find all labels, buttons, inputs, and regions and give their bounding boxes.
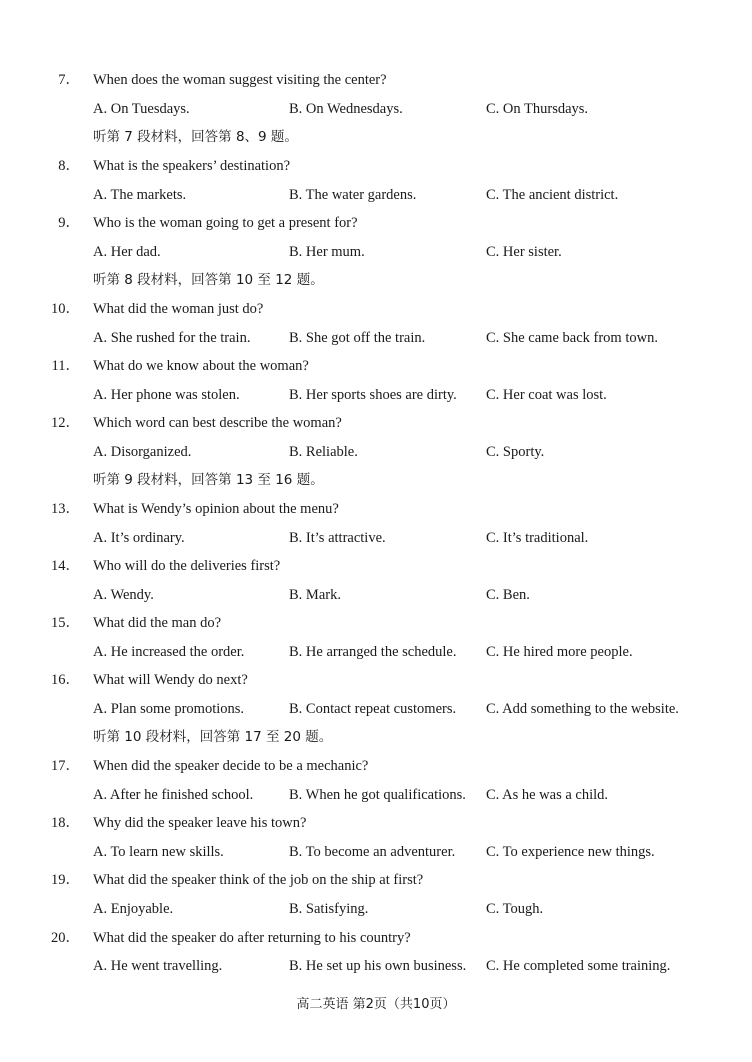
question-number: 8． (58, 158, 80, 174)
option-c: C. Sporty. (486, 444, 545, 460)
question-text: What did the woman just do? (93, 301, 264, 317)
option-c: C. It’s traditional. (486, 530, 589, 546)
option-a: A. Her dad. (93, 244, 161, 260)
option-c: C. Tough. (486, 901, 544, 917)
question-number: 11． (51, 358, 80, 374)
option-a: A. Her phone was stolen. (93, 387, 240, 403)
option-a: A. She rushed for the train. (93, 330, 251, 346)
section-instruction: 听第 8 段材料，回答第 10 至 12 题。 (93, 272, 324, 288)
option-c: C. To experience new things. (486, 844, 655, 860)
page-footer: 高二英语 第2页（共10页） (296, 997, 456, 1012)
option-c: C. Ben. (486, 587, 530, 603)
option-b: B. He arranged the schedule. (289, 644, 457, 660)
option-c: C. Her sister. (486, 244, 562, 260)
question-text: Who will do the deliveries first? (93, 558, 281, 574)
question-text: What did the speaker think of the job on the ship at first? (93, 872, 424, 888)
option-a: A. It’s ordinary. (93, 530, 185, 546)
option-b: B. Her sports shoes are dirty. (289, 387, 457, 403)
option-b: B. Contact repeat customers. (289, 701, 457, 717)
option-a: A. Plan some promotions. (93, 701, 245, 717)
option-b: B. Mark. (289, 587, 341, 603)
question-text: Why did the speaker leave his town? (93, 815, 307, 831)
question-number: 14． (51, 558, 80, 574)
question-number: 20． (51, 930, 80, 946)
option-b: B. Reliable. (289, 444, 358, 460)
option-c: C. She came back from town. (486, 330, 658, 346)
question-number: 18． (51, 815, 80, 831)
question-text: Which word can best describe the woman? (93, 415, 342, 431)
option-b: B. The water gardens. (289, 187, 417, 203)
question-number: 9． (58, 215, 80, 231)
question-number: 10． (51, 301, 80, 317)
option-a: A. Disorganized. (93, 444, 192, 460)
section-instruction: 听第 10 段材料，回答第 17 至 20 题。 (93, 729, 333, 745)
option-a: A. On Tuesdays. (93, 101, 190, 117)
question-number: 13． (51, 501, 80, 517)
question-text: When does the woman suggest visiting the center? (93, 72, 387, 88)
option-c: C. As he was a child. (486, 787, 609, 803)
section-instruction: 听第 9 段材料，回答第 13 至 16 题。 (93, 472, 324, 488)
option-a: A. He increased the order. (93, 644, 245, 660)
question-text: What did the speaker do after returning to his country? (93, 930, 411, 946)
option-c: C. Add something to the website. (486, 701, 679, 717)
option-b: B. On Wednesdays. (289, 101, 403, 117)
option-a: A. He went travelling. (93, 958, 223, 974)
question-text: What did the man do? (93, 615, 222, 631)
option-a: A. Wendy. (93, 587, 154, 603)
option-a: A. The markets. (93, 187, 187, 203)
question-number: 17． (51, 758, 80, 774)
option-b: B. It’s attractive. (289, 530, 386, 546)
question-number: 7． (58, 72, 80, 88)
option-b: B. He set up his own business. (289, 958, 467, 974)
option-a: A. Enjoyable. (93, 901, 174, 917)
option-a: A. To learn new skills. (93, 844, 224, 860)
option-b: B. When he got qualifications. (289, 787, 466, 803)
question-text: What will Wendy do next? (93, 672, 248, 688)
option-b: B. Satisfying. (289, 901, 369, 917)
option-c: C. He completed some training. (486, 958, 671, 974)
option-a: A. After he finished school. (93, 787, 254, 803)
option-b: B. She got off the train. (289, 330, 426, 346)
question-number: 12． (51, 415, 80, 431)
option-b: B. Her mum. (289, 244, 365, 260)
question-text: What do we know about the woman? (93, 358, 309, 374)
question-text: Who is the woman going to get a present for? (93, 215, 358, 231)
question-text: What is Wendy’s opinion about the menu? (93, 501, 339, 517)
option-c: C. Her coat was lost. (486, 387, 607, 403)
question-number: 16． (51, 672, 80, 688)
option-c: C. He hired more people. (486, 644, 633, 660)
question-text: When did the speaker decide to be a mechanic? (93, 758, 369, 774)
section-instruction: 听第 7 段材料，回答第 8、9 题。 (93, 129, 298, 145)
option-c: C. The ancient district. (486, 187, 619, 203)
question-number: 19． (51, 872, 80, 888)
option-c: C. On Thursdays. (486, 101, 589, 117)
question-number: 15． (51, 615, 80, 631)
option-b: B. To become an adventurer. (289, 844, 456, 860)
question-text: What is the speakers’ destination? (93, 158, 291, 174)
